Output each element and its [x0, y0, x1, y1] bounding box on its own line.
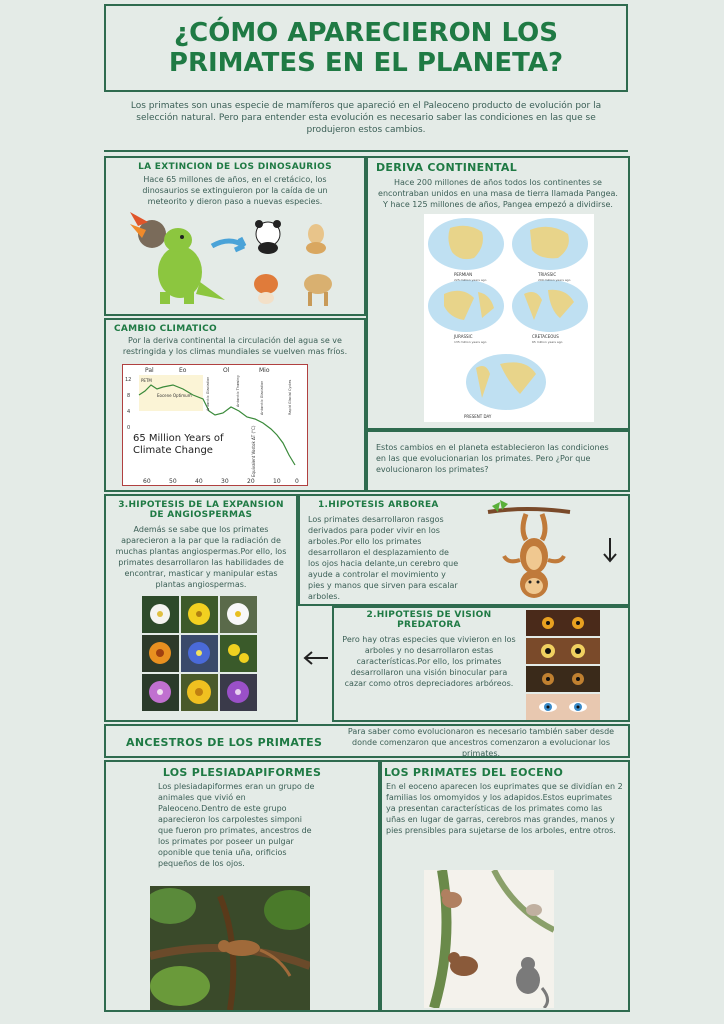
xtick-40: 40 [195, 478, 203, 485]
section-plesiadapiformes [104, 760, 380, 1012]
optimum-label: Eocene Optimum [157, 393, 192, 398]
xtick-60: 60 [143, 478, 151, 485]
xtick-50: 50 [169, 478, 177, 485]
continental-drift-maps [424, 214, 594, 422]
plesiadapiformes-text: Los plesiadapiformes eran un grupo de animales que vivió en Paleoceno.Dentro de este grupo aparecieron los carpolestes simponi que fueron pro primates, ancestros de los primates por poseer un pulgar oponible que tenia uña, orificios pequeños de los ojos. [158, 782, 315, 868]
section-dinosaurios [104, 156, 366, 316]
period-ol: Ol [223, 367, 230, 374]
axis-label: Equivalent Vostok ΔT (°C) [251, 425, 256, 477]
side-label-2: Antarctic Thawing [236, 375, 240, 407]
angiosperm-flowers-grid [142, 596, 258, 712]
map-sub-cretaceous: 65 million years ago [532, 340, 563, 344]
arrow-down-icon [602, 536, 618, 564]
deriva-heading: DERIVA CONTINENTAL [376, 161, 518, 174]
section-angiospermas [104, 494, 298, 722]
section-deriva-continental [366, 156, 630, 430]
plesiadapiform-illustration [150, 886, 310, 1010]
deriva-text: Hace 200 millones de años todos los continentes se encontraban unidos en una masa de tierra llamada Pangea. Y hace 125 millones de años, Pangea empezó a dividirse. [378, 178, 618, 209]
section-ancestros [104, 724, 630, 758]
map-sub-triassic: 200 million years ago [538, 278, 571, 282]
side-label-3: Antarctic Glaciation [260, 380, 264, 415]
cambio-heading: CAMBIO CLIMATICO [114, 324, 217, 334]
climate-chart-label: 65 Million Years of Climate Change [133, 433, 224, 456]
climate-change-chart [122, 364, 308, 486]
ancestros-heading: ANCESTROS DE LOS PRIMATES [126, 736, 323, 749]
map-sub-jurassic: 135 million years ago [454, 340, 487, 344]
xtick-0: 0 [295, 478, 299, 485]
conclusion-text: Estos cambios en el planeta establecieron las condiciones en las que evolucionarian los primates. Pero ¿Por que evolucionaron los primates? [376, 443, 609, 474]
map-label-triassic: TRIASSIC [538, 272, 557, 277]
plesiadapiformes-heading: LOS PLESIADAPIFORMES [162, 766, 322, 779]
section-arborea [298, 494, 630, 606]
arborea-heading: 1.HIPOTESIS ARBOREA [318, 500, 439, 510]
ytick-8: 8 [127, 393, 131, 399]
arrow-left-icon [302, 650, 330, 666]
primate-eyes-illustration [526, 610, 600, 720]
ytick-0: 0 [127, 425, 131, 431]
eoceno-text: En el eoceno aparecen los euprimates que se dividían en 2 familias los omomyidos y los adapidos.Estos euprimates ya presentan características de los primates como las uñas en lugar de garras, cerebros mas grandes, manos y pies prensibles para sujetarse de los arboles, entre otros. [386, 782, 623, 835]
angiospermas-heading: 3.HIPOTESIS DE LA EXPANSION DE ANGIOSPERMAS [118, 500, 284, 520]
climate-chart-svg [123, 365, 309, 487]
section-cambio-climatico [104, 318, 366, 492]
cambio-text: Por la deriva continental la circulación del agua se ve restringida y los climas mundiales se vuelven mas fríos. [122, 336, 348, 356]
xtick-20: 20 [247, 478, 255, 485]
dinosaurios-text: Hace 65 millones de años, en el cretácico, los dinosaurios se extinguieron por la caída de un meteorito y dieron paso a nuevas especies. [142, 175, 328, 206]
title-box [104, 4, 628, 92]
ancestros-text: Para saber como evolucionaron es necesario también saber desde donde comenzaron que ancestros comenzaron a evolucionar los primates. [347, 727, 615, 758]
petm-label: PETM [141, 378, 152, 383]
dinosaur-extinction-illustration [130, 212, 360, 312]
xtick-30: 30 [221, 478, 229, 485]
period-pal: Pal [145, 367, 154, 374]
map-label-cretaceous: CRETACEOUS [532, 334, 559, 339]
arborea-text: Los primates desarrollaron rasgos derivados para poder vivir en los arboles.Por ello los primates desarrollaron el desplazamiento de los ojos hacia delante,un cerebro que ayude a controlar el movimiento y pies y manos que sirven para escalar arboles. [308, 515, 459, 601]
side-label-1: Antarctic Glaciation [206, 376, 210, 411]
map-label-permian: PERMIAN [454, 272, 473, 277]
vision-text: Pero hay otras especies que vivieron en los arboles y no desarrollaron estas características.Por ello, los primates desarrollaron una visión binocular para cazar como otros depreciadores arbóreos. [342, 635, 516, 688]
eoceno-heading: LOS PRIMATES DEL EOCENO [384, 766, 564, 779]
page-title: ¿CÓMO APARECIERON LOS PRIMATES EN EL PLANETA? [168, 18, 564, 78]
dinosaurios-heading: LA EXTINCION DE LOS DINOSAURIOS [138, 162, 332, 172]
map-label-jurassic: JURASSIC [454, 334, 473, 339]
xtick-10: 10 [273, 478, 281, 485]
ytick-12: 12 [125, 377, 132, 383]
section-eoceno [380, 760, 630, 1012]
monkey-illustration [486, 500, 572, 604]
map-sub-permian: 225 million years ago [454, 278, 487, 282]
section-vision-predatora [332, 606, 630, 722]
angiospermas-text: Además se sabe que los primates aparecieron a la par que la radiación de muchas plantas angiospermas.Por ello, los primates desarrollaron las habilidades de encontrar, masticar y manipular estas plantas angiospermas. [115, 525, 287, 589]
vision-heading: 2.HIPOTESIS DE VISION PREDATORA [366, 610, 492, 630]
intro-text: Los primates son unas especie de mamíferos que apareció en el Paleoceno producto de evolución por la selección natural. Pero para entender esta evolución es necesario saber las condiciones en las que se produjeron estos cambios. [104, 94, 628, 152]
side-label-4: Rapid Glacial Cycles [288, 379, 292, 415]
period-mio: Mio [259, 367, 270, 374]
map-label-present: PRESENT DAY [464, 414, 492, 419]
eocene-primates-illustration [424, 870, 554, 1008]
ytick-4: 4 [127, 409, 131, 415]
section-conclusion [366, 430, 630, 492]
period-eo: Eo [179, 367, 187, 374]
